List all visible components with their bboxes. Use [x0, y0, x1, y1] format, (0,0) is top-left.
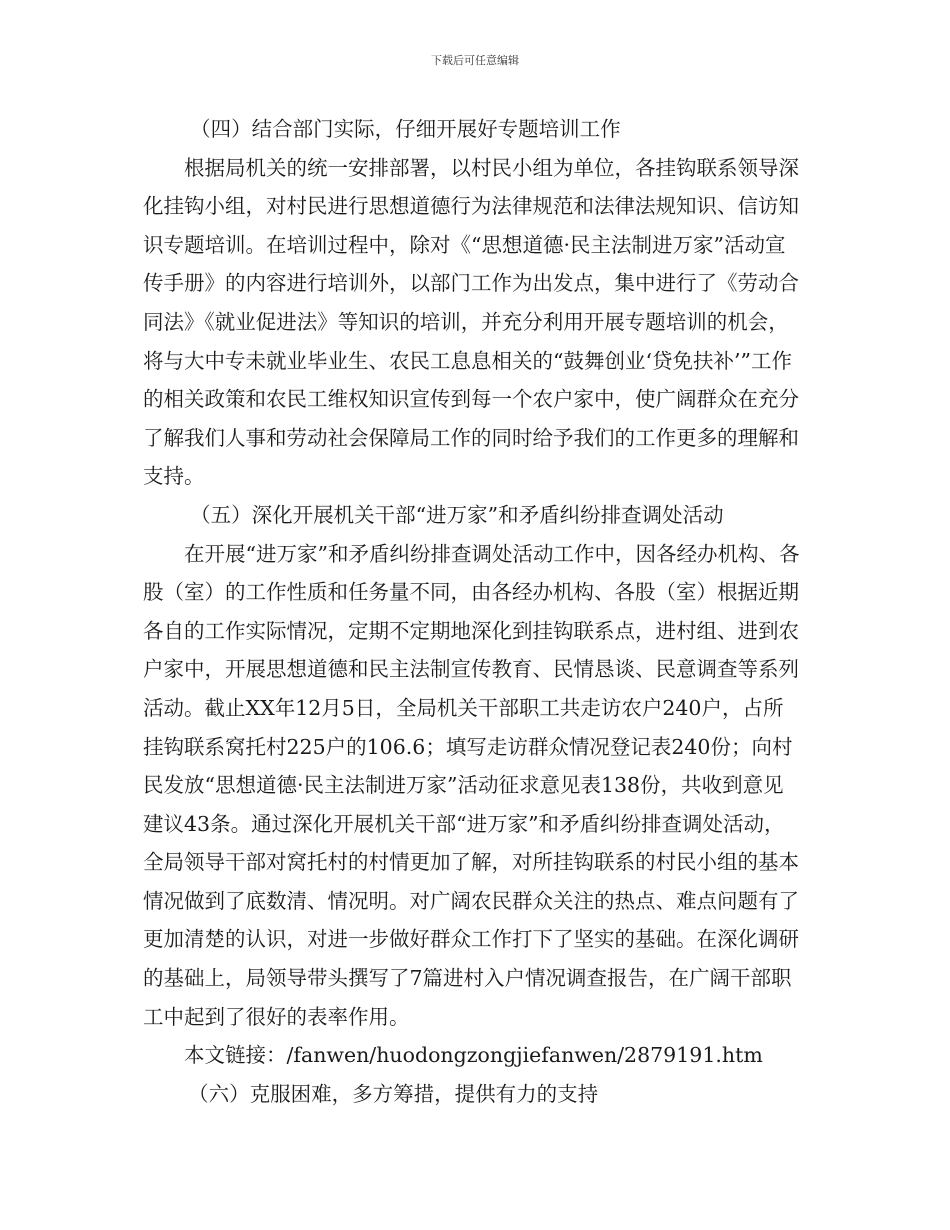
section-6-heading: （六）克服困难，多方筹措，提供有力的支持 — [188, 1081, 599, 1106]
section-5-heading: （五）深化开展机关干部“进万家”和矛盾纠纷排查调处活动 — [190, 502, 724, 527]
section-4-heading: （四）结合部门实际，仔细开展好专题培训工作 — [190, 117, 621, 141]
document-body — [143, 110, 803, 1113]
article-link: 本文链接：/fanwen/huodongzongjiefanwen/2879191.htm — [184, 1043, 763, 1068]
page-header: 下载后可任意编辑 — [431, 54, 519, 67]
section-5-paragraph: 在开展“进万家”和矛盾纠纷排查调处活动工作中，因各经办机构、各股（室）的工作性质和任务量不同，由各经办机构、各股（室）根据近期各自的工作实际情况，定期不定期地深化到挂钩联系点，进村组、进到农户家中，开展思想道德和民主法制宣传教育、民情恳谈、民意调查等系列活动。截止XX年12月5日，全局机关干部职工共走访农户240户，占所挂钩联系窝托村225户的106.6；填写走访群众情况登记表240份；向村民发放“思想道德·民主法制进万家”活动征求意见表138份，共收到意见建议43条。通过深化开展机关干部“进万家”和矛盾纠纷排查调处活动，全局领导干部对窝托村的村情更加了解，对所挂钩联系的村民小组的基本情况做到了底数清、情况明。对广阔农民群众关注的热点、难点问题有了更加清楚的认识，对进一步做好群众工作打下了坚实的基础。在深化调研的基础上，局领导带头撰写了7篇进村入户情况调查报告，在广阔干部职工中起到了很好的表率作用。 — [143, 541, 800, 1029]
section-4-paragraph: 根据局机关的统一安排部署，以村民小组为单位，各挂钩联系领导深化挂钩小组，对村民进行思想道德行为法律规范和法律法规知识、信访知识专题培训。在培训过程中，除对《“思想道德·民主法制进万家”活动宣传手册》的内容进行培训外，以部门工作为出发点，集中进行了《劳动合同法》《就业促进法》等知识的培训，并充分利用开展专题培训的机会，将与大中专未就业毕业生、农民工息息相关的“鼓舞创业‘贷免扶补’”工作的相关政策和农民工维权知识宣传到每一个农户家中，使广阔群众在充分了解我们人事和劳动社会保障局工作的同时给予我们的工作更多的理解和支持。 — [143, 155, 799, 489]
